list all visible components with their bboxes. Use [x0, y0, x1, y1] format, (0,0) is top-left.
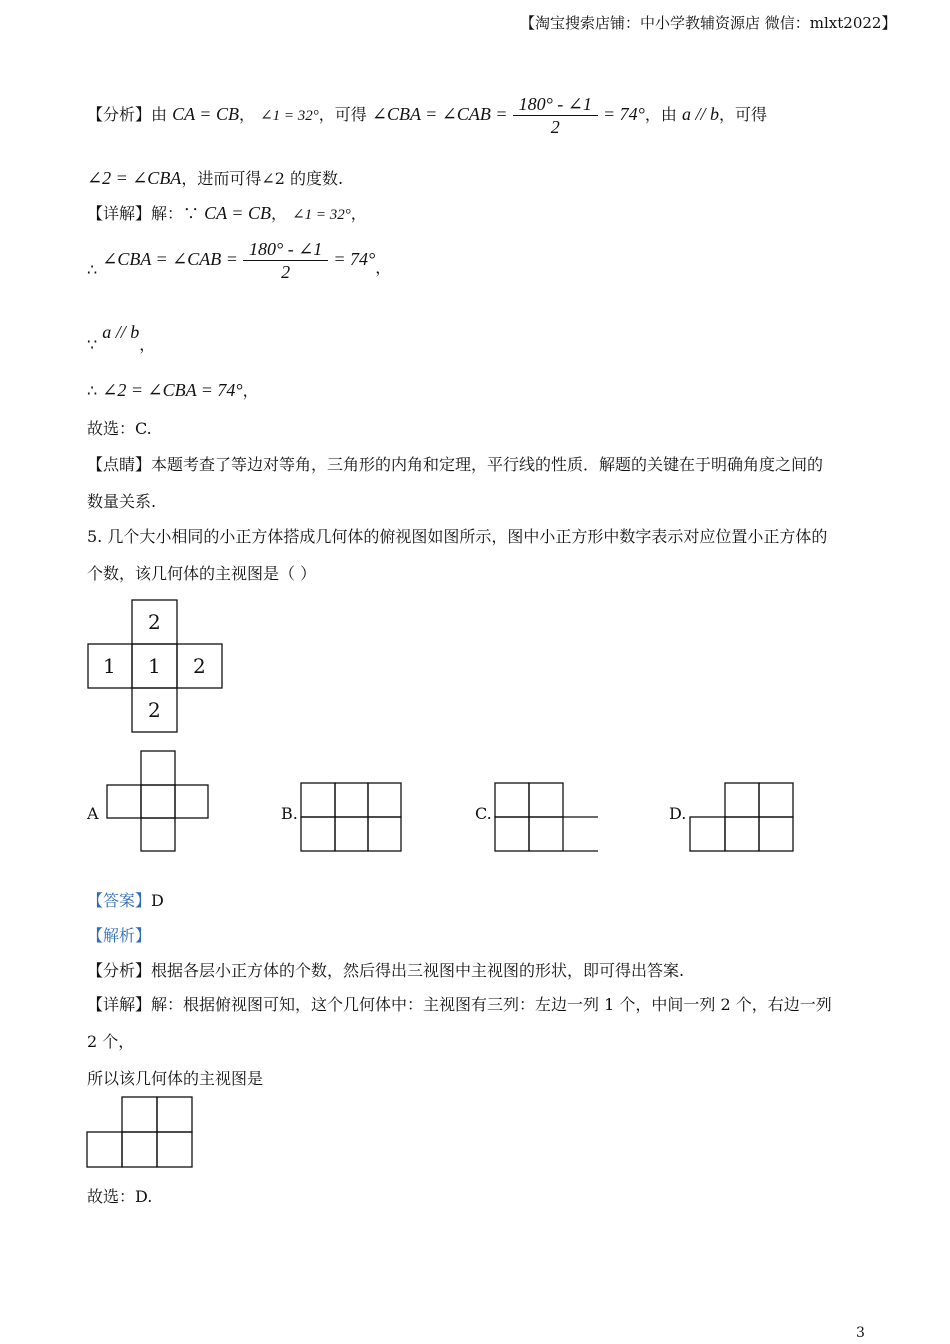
analysis-line-2 — [87, 166, 343, 189]
therefore-symbol: ∴ — [87, 381, 98, 400]
formula-74: = 74° — [333, 249, 376, 269]
grid-number-bottom: 2 — [148, 698, 161, 722]
solution-tag: 【解析】 — [87, 926, 152, 945]
option-a-figure — [106, 750, 210, 854]
comma: ， — [350, 204, 367, 223]
comma: ， — [238, 105, 255, 124]
formula-ca-cb: CA = CB — [204, 203, 271, 223]
detail-2-line-3: 所以该几何体的主视图是 — [87, 1069, 264, 1088]
option-a-label: A — [87, 804, 99, 823]
detail-2-line-1 — [87, 992, 832, 1015]
fraction — [243, 238, 328, 283]
grid-number-left: 1 — [103, 654, 116, 678]
detail-line-4 — [87, 378, 259, 401]
answer-value: D — [151, 891, 164, 910]
fraction — [513, 93, 598, 138]
formula-ca-cb: CA = CB — [172, 104, 239, 124]
option-b-figure — [300, 782, 404, 854]
detail-text: 解：根据俯视图可知，这个几何体中：主视图有三列：左边一列 1 个，中间一列 2 个，右边一列 — [151, 995, 832, 1014]
option-c-label: C. — [475, 804, 492, 823]
formula-parallel: a // b — [102, 322, 140, 342]
analysis-line-1 — [87, 84, 767, 144]
question-5-line-2: 个数，该几何体的主视图是（ ） — [87, 564, 317, 583]
grid-number-right: 2 — [193, 654, 206, 678]
analysis-text: ，由 — [644, 105, 677, 124]
comma: ， — [242, 381, 259, 400]
formula-angle2-74: ∠2 = ∠CBA = 74° — [102, 380, 243, 400]
fraction-denominator: 2 — [281, 262, 291, 282]
comma: ， — [139, 335, 156, 354]
analysis-text: ，进而可得∠2 的度数. — [181, 169, 344, 188]
comment-line-2: 数量关系. — [87, 492, 157, 511]
comma: ， — [270, 204, 287, 223]
detail-line-2 — [87, 234, 391, 284]
comma: ， — [375, 258, 392, 277]
formula-angle1: ∠1 = 32° — [292, 207, 351, 223]
detail-tag: 【详解】 — [87, 995, 152, 1014]
grid-number-center: 1 — [148, 654, 161, 678]
therefore-symbol: ∴ — [87, 260, 98, 279]
fraction-numerator: 180° - ∠1 — [243, 238, 328, 261]
page-header: 【淘宝搜索店铺：中小学教辅资源店 微信：mlxt2022】 — [520, 14, 897, 32]
analysis-text: ，可得 — [318, 105, 367, 124]
grid-number-top: 2 — [148, 610, 161, 634]
comment-tag: 【点睛】 — [87, 455, 152, 474]
choice-c: 故选：C. — [87, 419, 152, 438]
formula-cba-cab: ∠CBA = ∠CAB = — [102, 249, 238, 269]
detail-2-line-2: 2 个， — [87, 1032, 135, 1051]
question-5-line-1: 5. 几个大小相同的小正方体搭成几何体的俯视图如图所示，图中小正方形中数字表示对应位置小正方体的 — [87, 527, 828, 546]
choice-d: 故选：D. — [87, 1187, 153, 1206]
analysis-tag: 【分析】 — [87, 105, 152, 124]
analysis-tag: 【分析】 — [87, 961, 152, 980]
analysis-text: 由 — [151, 105, 168, 124]
answer-line — [87, 888, 164, 911]
formula-angle1: ∠1 = 32° — [260, 108, 319, 124]
option-d-label: D. — [669, 804, 687, 823]
option-d-figure — [689, 782, 795, 854]
formula-74: = 74° — [602, 104, 645, 124]
comment-text: 本题考查了等边对等角，三角形的内角和定理，平行线的性质．解题的关键在于明确角度之间的 — [151, 455, 824, 474]
detail-tag: 【详解】 — [87, 204, 152, 223]
answer-front-view-figure — [86, 1096, 194, 1170]
fraction-numerator: 180° - ∠1 — [513, 93, 598, 116]
detail-line-3 — [87, 320, 156, 354]
analysis-2 — [87, 958, 684, 981]
because-symbol: ∵ — [87, 335, 98, 354]
page-number: 3 — [856, 1325, 865, 1341]
fraction-denominator: 2 — [550, 117, 560, 137]
analysis-text: ，可得 — [718, 105, 767, 124]
option-b-label: B. — [281, 804, 298, 823]
comment-line-1 — [87, 452, 823, 475]
answer-tag: 【答案】 — [87, 891, 152, 910]
formula-cba-cab: ∠CBA = ∠CAB = — [371, 104, 508, 124]
detail-text: 解：∵ — [151, 204, 200, 223]
option-c-figure — [494, 782, 600, 854]
analysis-text: 根据各层小正方体的个数，然后得出三视图中主视图的形状，即可得出答案. — [151, 961, 685, 980]
formula-angle2-cba: ∠2 = ∠CBA — [87, 168, 182, 188]
formula-parallel: a // b — [681, 104, 719, 124]
detail-line-1 — [87, 201, 367, 224]
